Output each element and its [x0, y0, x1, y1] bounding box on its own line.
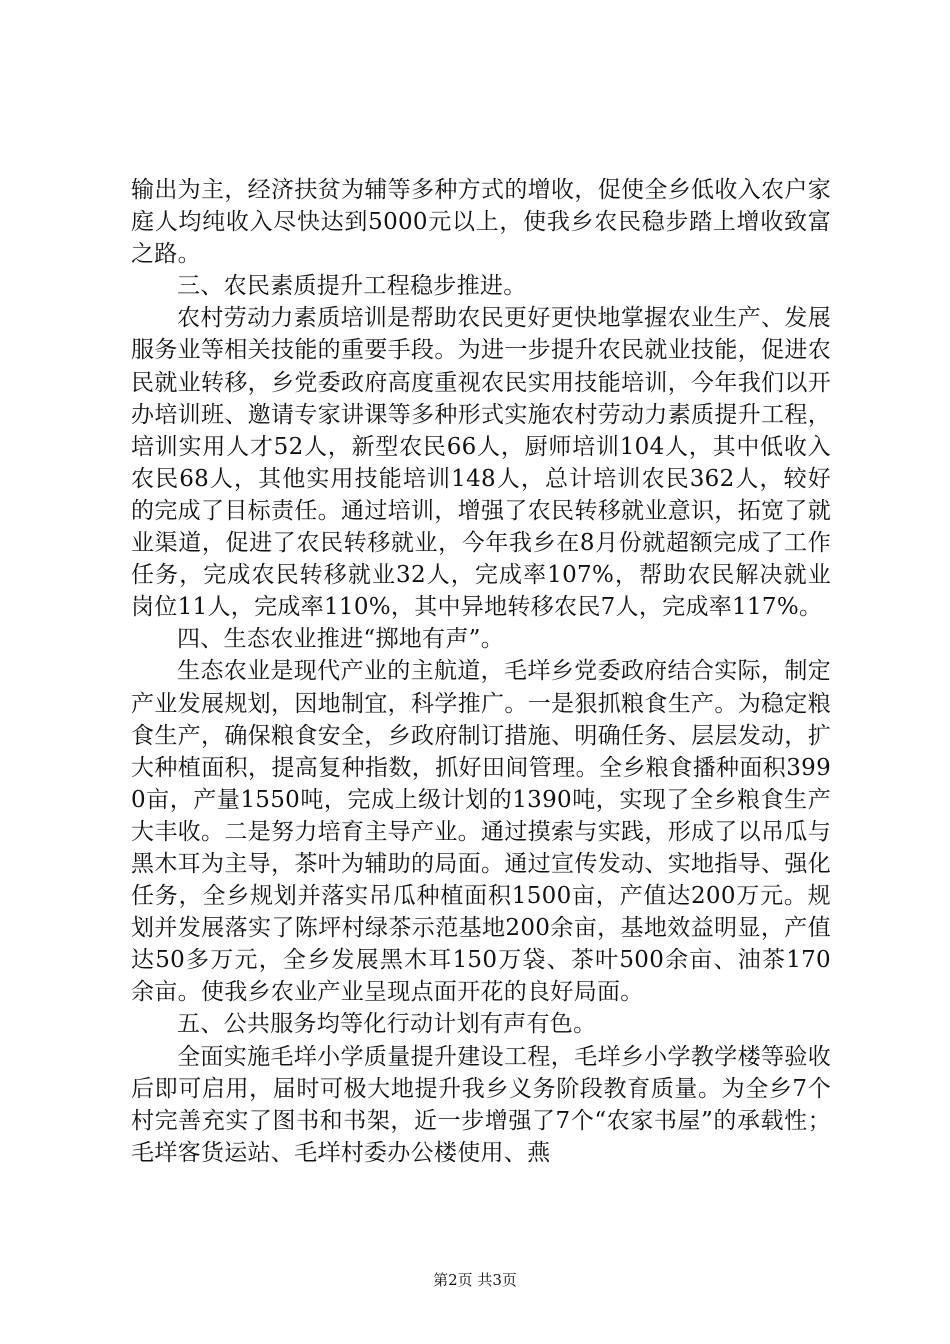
section-heading-5: 五、公共服务均等化行动计划有声有色。 — [177, 1011, 597, 1038]
section-heading-3: 三、农民素质提升工程稳步推进。 — [177, 273, 527, 300]
paragraph-1: 输出为主，经济扶贫为辅等多种方式的增收，促使全乡低收入农户家庭人均纯收入尽快达到5000元以上，使我乡农民稳步踏上增收致富之路。 — [131, 177, 831, 268]
paragraph-training: 农村劳动力素质培训是帮助农民更好更快地掌握农业生产、发展服务业等相关技能的重要手段。为进一步提升农民就业技能，促进农民就业转移，乡党委政府高度重视农民实用技能培训，今年我们以开办培训班、邀请专家讲课等多种形式实施农村劳动力素质提升工程，培训实用人才52人，新型农民66人，厨师培训104人，其中低收入农民68人，其他实用技能培训148人，总计培训农民362人，较好的完成了目标责任。通过培训，增强了农民转移就业意识，拓宽了就业渠道，促进了农民转移就业，今年我乡在8月份就超额完成了工作任务，完成农民转移就业32人，完成率107%，帮助农民解决就业岗位11人，完成率110%，其中异地转移农民7人，完成率117%。 — [131, 305, 831, 621]
paragraph-public-service: 全面实施毛垟小学质量提升建设工程，毛垟乡小学教学楼等验收后即可启用，届时可极大地提升我乡义务阶段教育质量。为全乡7个村完善充实了图书和书架，近一步增强了7个“农家书屋”的承载性；毛垟客货运站、毛垟村委办公楼使用、燕 — [131, 1043, 831, 1166]
section-heading-4: 四、生态农业推进“掷地有声”。 — [177, 626, 505, 653]
page-footer: 第2页 共3页 — [433, 1271, 517, 1289]
paragraph-agriculture: 生态农业是现代产业的主航道，毛垟乡党委政府结合实际，制定产业发展规划，因地制宜，科学推广。一是狠抓粮食生产。为稳定粮食生产，确保粮食安全，乡政府制订措施、明确任务、层层发动，扩大种植面积，提高复种指数，抓好田间管理。全乡粮食播种面积3990亩，产量1550吨，完成上级计划的1390吨，实现了全乡粮食生产大丰收。二是努力培育主导产业。通过摸索与实践，形成了以吊瓜与黑木耳为主导，茶叶为辅助的局面。通过宣传发动、实地指导、强化任务，全乡规划并落实吊瓜种植面积1500亩，产值达200万元。规划并发展落实了陈坪村绿茶示范基地200余亩，基地效益明显，产值达50多万元，全乡发展黑木耳150万袋、茶叶500余亩、油茶170余亩。使我乡农业产业呈现点面开花的良好局面。 — [131, 658, 831, 1006]
document-body — [131, 174, 831, 1169]
